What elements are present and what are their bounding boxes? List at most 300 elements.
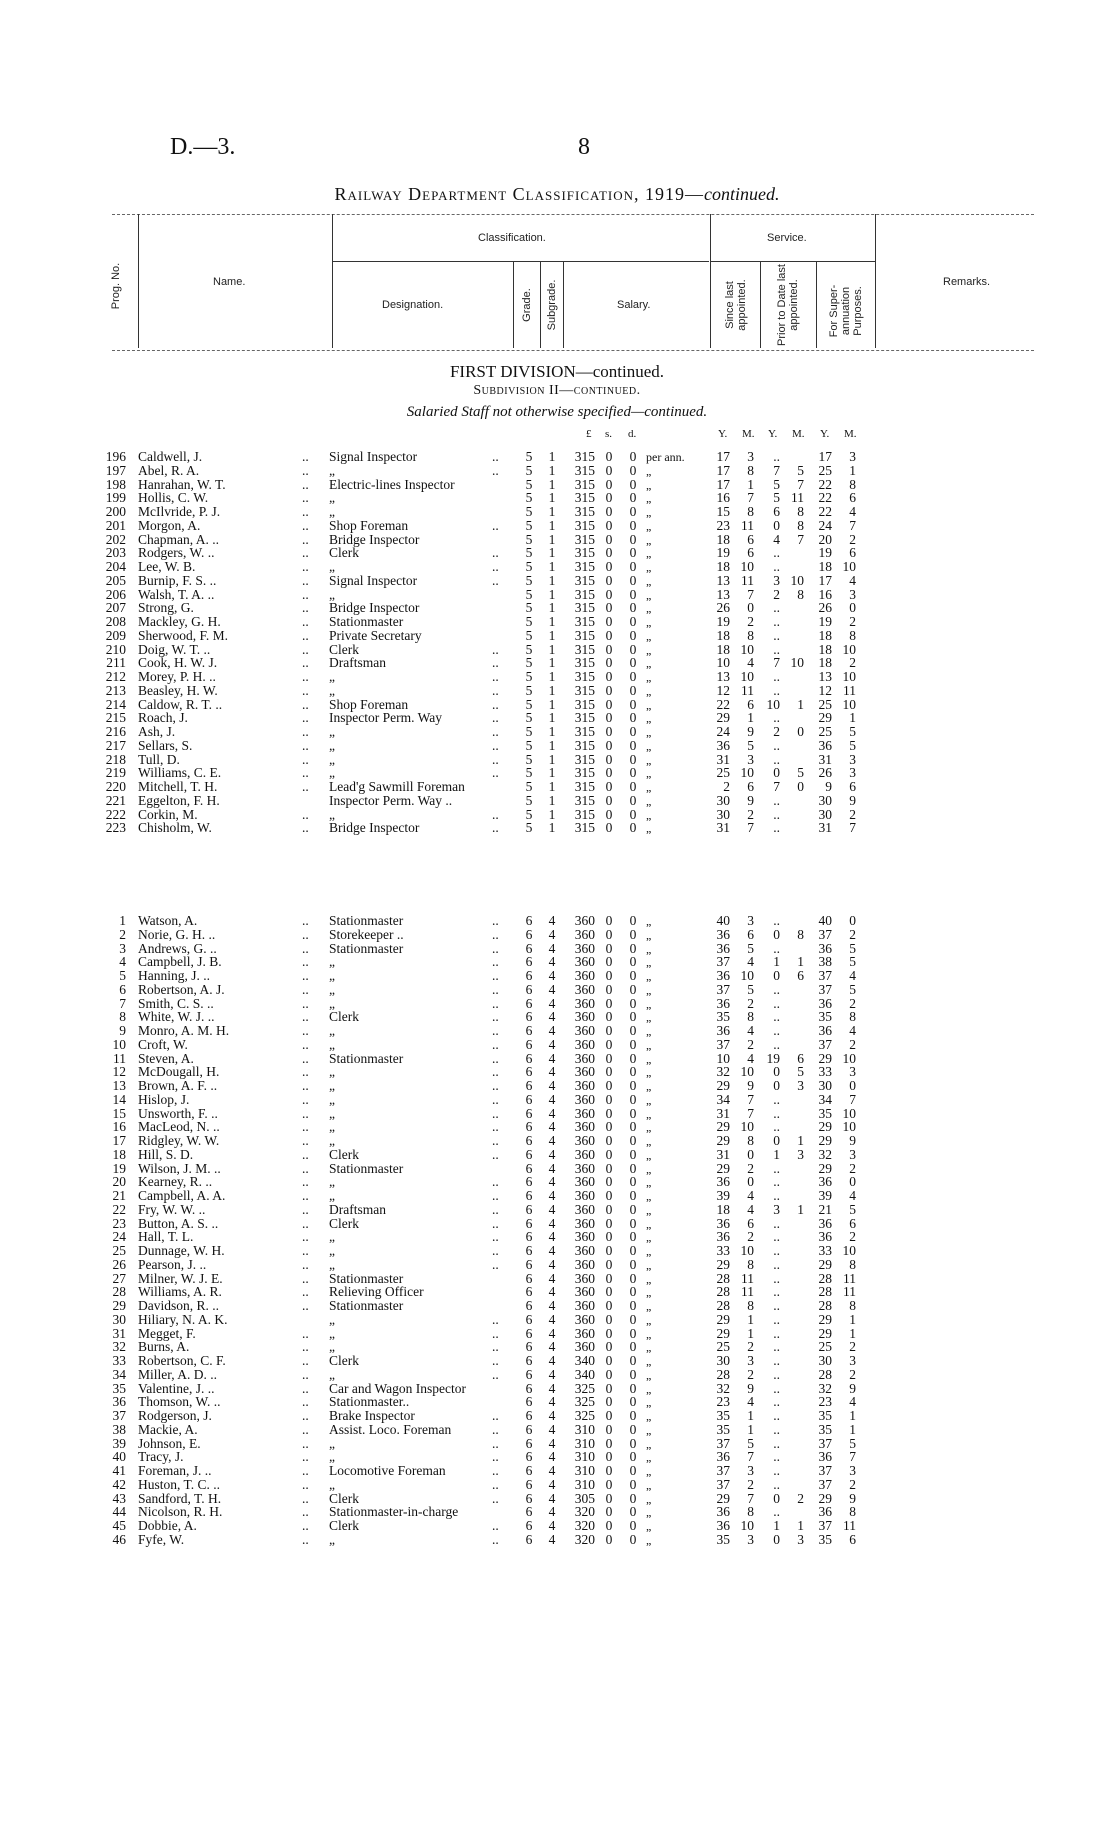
salary-period: „ <box>646 1491 652 1506</box>
prior-years: .. <box>773 449 780 464</box>
salary-pounds: 320 <box>574 1531 595 1547</box>
leader-dots: .. <box>302 751 309 767</box>
leader-dots: .. <box>302 1270 309 1286</box>
prior-years: 0 <box>773 765 780 781</box>
leader-dots: .. <box>492 517 499 533</box>
staff-name: Tull, D. <box>138 751 180 767</box>
leader-dots: .. <box>302 1339 309 1355</box>
prior-years: .. <box>773 940 780 956</box>
since-years: 33 <box>716 1243 730 1258</box>
super-months: 11 <box>843 1284 856 1300</box>
grade: 5 <box>525 737 533 753</box>
subgrade: 1 <box>548 696 556 712</box>
super-years: 24 <box>818 517 832 533</box>
since-years: 15 <box>716 504 730 519</box>
prior-years: 0 <box>773 926 780 942</box>
salary-period: „ <box>646 463 652 478</box>
prior-years: .. <box>773 1009 780 1025</box>
staff-name: Walsh, T. A. .. <box>138 586 215 602</box>
since-years: 23 <box>716 517 730 533</box>
subgrade: 4 <box>548 1201 556 1217</box>
since-years: 31 <box>716 751 730 767</box>
grade: 6 <box>525 1201 533 1217</box>
super-years: 35 <box>818 1421 832 1437</box>
subgrade: 1 <box>548 710 556 726</box>
salary-shillings: 0 <box>605 1284 613 1300</box>
designation: „ <box>329 1256 335 1272</box>
since-years: 36 <box>716 737 730 753</box>
subgrade: 4 <box>548 1050 556 1066</box>
since-years: 17 <box>716 462 730 478</box>
subgrade: 4 <box>548 1188 556 1203</box>
salary-pounds: 360 <box>574 1050 595 1066</box>
leader-dots: .. <box>492 913 499 928</box>
grade: 5 <box>525 779 533 794</box>
grade: 5 <box>525 476 533 492</box>
since-months: 0 <box>747 600 754 616</box>
since-months: 8 <box>747 462 754 478</box>
prior-years: 3 <box>773 572 780 588</box>
staff-name: Sherwood, F. M. <box>138 627 229 643</box>
designation: „ <box>329 1339 335 1355</box>
leader-dots: .. <box>492 820 499 836</box>
staff-name: Caldow, R. T. .. <box>138 696 223 712</box>
since-months: 7 <box>747 1490 754 1506</box>
salary-period: „ <box>646 1477 652 1492</box>
since-years: 35 <box>716 1531 730 1547</box>
since-months: 1 <box>747 476 754 492</box>
salary-period: „ <box>646 1505 652 1520</box>
prior-years: .. <box>773 641 780 657</box>
prior-years: 1 <box>773 1146 780 1162</box>
salary-shillings: 0 <box>605 1119 613 1135</box>
staff-name: Williams, C. E. <box>138 765 222 781</box>
super-years: 30 <box>818 1078 832 1093</box>
prior-years: 0 <box>773 1490 780 1506</box>
super-years: 40 <box>818 913 832 928</box>
prior-months: 10 <box>790 572 804 588</box>
subgrade: 4 <box>548 1119 556 1135</box>
salary-period: „ <box>646 1257 652 1272</box>
super-years: 37 <box>818 968 832 983</box>
prog-no: 196 <box>105 449 126 464</box>
prog-no: 198 <box>105 476 126 492</box>
leader-dots: .. <box>492 1339 499 1355</box>
super-months: 0 <box>849 913 856 928</box>
salary-period: „ <box>646 1354 652 1368</box>
since-years: 22 <box>716 696 730 712</box>
grade: 6 <box>525 1188 533 1203</box>
leader-dots: .. <box>302 1298 309 1313</box>
salary-pence: 0 <box>629 1339 637 1355</box>
years-label-3: Y. <box>820 428 830 440</box>
staff-name: Croft, W. <box>138 1036 188 1052</box>
grade: 6 <box>525 1119 533 1135</box>
prior-years: .. <box>773 792 780 808</box>
staff-name: Ridgley, W. W. <box>138 1133 220 1148</box>
super-years: 19 <box>818 545 832 561</box>
leader-dots: .. <box>302 913 309 928</box>
grade: 6 <box>525 1325 533 1341</box>
subgrade: 1 <box>548 517 556 533</box>
grade: 5 <box>525 449 533 464</box>
grade: 5 <box>525 462 533 478</box>
super-years: 18 <box>818 627 832 643</box>
leader-dots: .. <box>492 1353 499 1368</box>
prior-years: .. <box>773 1339 780 1355</box>
salary-pence: 0 <box>629 600 637 616</box>
salary-pounds: 360 <box>574 1201 595 1217</box>
since-years: 37 <box>716 1476 730 1492</box>
super-months: 3 <box>849 765 856 781</box>
staff-name: Strong, G. <box>138 600 194 616</box>
since-years: 19 <box>716 614 730 629</box>
salary-period: „ <box>646 1216 652 1231</box>
super-months: 5 <box>849 724 856 739</box>
salary-period: „ <box>646 807 652 822</box>
since-months: 11 <box>741 682 754 698</box>
prior-years: 6 <box>773 504 780 519</box>
super-months: 1 <box>849 1311 856 1327</box>
salary-pence: 0 <box>629 1256 637 1272</box>
designation: „ <box>329 490 335 506</box>
leader-dots: .. <box>492 1518 499 1533</box>
leader-dots: .. <box>302 600 309 616</box>
prog-no: 4 <box>119 954 126 970</box>
staff-name: Milner, W. J. E. <box>138 1270 223 1286</box>
salary-pounds: 310 <box>574 1449 595 1465</box>
subgrade: 4 <box>548 1476 556 1492</box>
salary-shillings: 0 <box>605 806 613 822</box>
salary-pounds: 315 <box>574 806 595 822</box>
leader-dots: .. <box>492 1435 499 1451</box>
staff-name: Pearson, J. .. <box>138 1256 207 1272</box>
salary-shillings: 0 <box>605 1188 613 1203</box>
super-years: 17 <box>818 572 832 588</box>
salary-pounds: 315 <box>574 641 595 657</box>
salary-pence: 0 <box>629 1146 637 1162</box>
salary-shillings: 0 <box>605 1229 613 1245</box>
since-years: 23 <box>716 1394 730 1410</box>
leader-dots: .. <box>302 1504 309 1520</box>
shillings-label: s. <box>605 428 613 440</box>
since-months: 5 <box>747 737 754 753</box>
subgrade: 4 <box>548 1284 556 1300</box>
leader-dots: .. <box>492 1119 499 1135</box>
grade: 5 <box>525 490 533 506</box>
prior-months: 0 <box>797 724 804 739</box>
grade: 6 <box>525 1091 533 1107</box>
since-months: 2 <box>747 1339 754 1355</box>
prior-years: .. <box>773 1270 780 1286</box>
salary-period: per ann. <box>646 450 685 464</box>
salary-pounds: 360 <box>574 1325 595 1341</box>
staff-name: Dunnage, W. H. <box>138 1243 225 1258</box>
prior-months: 8 <box>797 517 804 533</box>
salary-shillings: 0 <box>605 724 613 739</box>
super-years: 17 <box>818 449 832 464</box>
designation: „ <box>329 1119 335 1135</box>
super-years: 37 <box>818 1518 832 1533</box>
leader-dots: .. <box>302 490 309 506</box>
salary-shillings: 0 <box>605 641 613 657</box>
super-months: 2 <box>849 926 856 942</box>
since-years: 36 <box>716 995 730 1011</box>
subgrade: 4 <box>548 1408 556 1423</box>
salary-pence: 0 <box>629 913 637 928</box>
salary-period: „ <box>646 1037 652 1052</box>
super-years: 29 <box>818 1160 832 1176</box>
salary-shillings: 0 <box>605 1353 613 1368</box>
salary-pounds: 325 <box>574 1380 595 1396</box>
super-months: 3 <box>849 1463 856 1478</box>
staff-name: Cook, H. W. J. <box>138 655 218 671</box>
designation: Private Secretary <box>329 627 422 643</box>
salary-pence: 0 <box>629 940 637 956</box>
prior-months: 10 <box>790 655 804 671</box>
staff-name: Burnip, F. S. .. <box>138 572 217 588</box>
grade: 5 <box>525 765 533 781</box>
salary-shillings: 0 <box>605 1394 613 1410</box>
salary-header: Salary. <box>617 299 651 311</box>
super-months: 4 <box>849 1394 856 1410</box>
prior-months: 6 <box>797 1050 804 1066</box>
designation: Clerk <box>329 1009 359 1025</box>
salary-pence: 0 <box>629 1023 637 1038</box>
super-years: 35 <box>818 1531 832 1547</box>
leader-dots: .. <box>302 1160 309 1176</box>
salary-shillings: 0 <box>605 1421 613 1437</box>
salary-pence: 0 <box>629 1504 637 1520</box>
salary-pounds: 360 <box>574 1215 595 1231</box>
salary-shillings: 0 <box>605 751 613 767</box>
grade: 5 <box>525 696 533 712</box>
salary-pounds: 360 <box>574 1174 595 1190</box>
super-months: 6 <box>849 1531 856 1547</box>
grade: 6 <box>525 1311 533 1327</box>
since-years: 36 <box>716 1504 730 1520</box>
prior-months: 6 <box>797 968 804 983</box>
super-months: 10 <box>842 1050 856 1066</box>
staff-name: Mitchell, T. H. <box>138 779 218 794</box>
salary-pence: 0 <box>629 1353 637 1368</box>
salary-pence: 0 <box>629 1078 637 1093</box>
staff-name: Unsworth, F. .. <box>138 1105 218 1121</box>
superannuation-header: For Super-annuation Purposes. <box>828 284 864 338</box>
prior-years: .. <box>773 1325 780 1341</box>
since-years: 12 <box>716 682 730 698</box>
subgrade: 4 <box>548 1256 556 1272</box>
salary-shillings: 0 <box>605 792 613 808</box>
prior-years: 1 <box>773 954 780 970</box>
super-months: 8 <box>849 1256 856 1272</box>
salary-pounds: 360 <box>574 1023 595 1038</box>
staff-name: Burns, A. <box>138 1339 190 1355</box>
salary-pounds: 315 <box>574 490 595 506</box>
since-months: 3 <box>747 1353 754 1368</box>
designation: „ <box>329 1064 335 1080</box>
super-months: 10 <box>842 1243 856 1258</box>
designation: „ <box>329 1435 335 1451</box>
subgrade: 4 <box>548 1325 556 1341</box>
super-months: 8 <box>849 476 856 492</box>
salary-period: „ <box>646 642 652 657</box>
leader-dots: .. <box>492 1036 499 1052</box>
salary-pence: 0 <box>629 1490 637 1506</box>
super-years: 33 <box>818 1243 832 1258</box>
staff-name: Smith, C. S. .. <box>138 995 214 1011</box>
salary-pence: 0 <box>629 820 637 836</box>
grade: 5 <box>525 820 533 836</box>
prog-no: 31 <box>112 1325 126 1341</box>
salary-pounds: 360 <box>574 981 595 997</box>
subgrade: 4 <box>548 1353 556 1368</box>
since-months: 8 <box>747 1504 754 1520</box>
prog-no: 199 <box>105 490 126 506</box>
salary-pence: 0 <box>629 1188 637 1203</box>
designation: „ <box>329 1531 335 1547</box>
salary-pence: 0 <box>629 751 637 767</box>
salary-shillings: 0 <box>605 572 613 588</box>
salary-period: „ <box>646 1065 652 1080</box>
since-months: 5 <box>747 940 754 956</box>
subgrade: 4 <box>548 940 556 956</box>
staff-name: Johnson, E. <box>138 1435 201 1451</box>
prior-years: 5 <box>773 490 780 506</box>
designation: Clerk <box>329 1146 359 1162</box>
prior-years: .. <box>773 820 780 836</box>
salary-pence: 0 <box>629 1435 637 1451</box>
super-months: 5 <box>849 1201 856 1217</box>
salary-pence: 0 <box>629 1366 637 1382</box>
salary-period: „ <box>646 491 652 506</box>
grade: 5 <box>525 545 533 561</box>
leader-dots: .. <box>492 710 499 726</box>
grade: 6 <box>525 1394 533 1410</box>
salary-shillings: 0 <box>605 696 613 712</box>
super-years: 9 <box>825 779 832 794</box>
salary-pounds: 360 <box>574 1270 595 1286</box>
salary-pence: 0 <box>629 1133 637 1148</box>
super-months: 3 <box>849 449 856 464</box>
prior-years: .. <box>773 1476 780 1492</box>
super-months: 10 <box>842 641 856 657</box>
since-years: 29 <box>716 1325 730 1341</box>
since-months: 8 <box>747 1298 754 1313</box>
salary-shillings: 0 <box>605 1298 613 1313</box>
leader-dots: .. <box>492 954 499 970</box>
salary-period: „ <box>646 725 652 739</box>
staff-name: Campbell, J. B. <box>138 954 222 970</box>
leader-dots: .. <box>492 1091 499 1107</box>
prog-no: 34 <box>112 1366 126 1382</box>
grade: 6 <box>525 1160 533 1176</box>
super-years: 36 <box>818 1174 832 1190</box>
since-months: 1 <box>747 1421 754 1437</box>
super-months: 6 <box>849 779 856 794</box>
staff-name: Corkin, M. <box>138 806 198 822</box>
salary-pounds: 360 <box>574 954 595 970</box>
salary-pounds: 360 <box>574 1133 595 1148</box>
leader-dots: .. <box>302 1353 309 1368</box>
leader-dots: .. <box>302 1119 309 1135</box>
since-months: 0 <box>747 1174 754 1190</box>
salary-pounds: 310 <box>574 1435 595 1451</box>
designation: Stationmaster <box>329 1270 404 1286</box>
super-years: 28 <box>818 1298 832 1313</box>
grade: 5 <box>525 682 533 698</box>
subgrade: 1 <box>548 462 556 478</box>
subgrade: 1 <box>548 669 556 684</box>
prog-no: 7 <box>119 995 126 1011</box>
super-months: 2 <box>849 655 856 671</box>
designation: „ <box>329 1325 335 1341</box>
prior-years: .. <box>773 1188 780 1203</box>
prog-no: 5 <box>119 968 126 983</box>
prior-years: .. <box>773 1353 780 1368</box>
grade: 6 <box>525 968 533 983</box>
staff-note: Salaried Staff not otherwise specified—continued. <box>406 404 708 420</box>
subgrade: 4 <box>548 1160 556 1176</box>
prior-years: 19 <box>766 1050 780 1066</box>
prior-years: .. <box>773 1243 780 1258</box>
prior-months: 11 <box>791 490 804 506</box>
super-years: 26 <box>818 765 832 781</box>
leader-dots: .. <box>302 1064 309 1080</box>
salary-shillings: 0 <box>605 545 613 561</box>
super-months: 8 <box>849 1298 856 1313</box>
prog-no: 25 <box>112 1243 126 1258</box>
since-months: 0 <box>747 1146 754 1162</box>
designation: Clerk <box>329 1518 359 1533</box>
leader-dots: .. <box>302 531 309 547</box>
prog-no: 197 <box>105 462 126 478</box>
grade: 6 <box>525 1380 533 1396</box>
salary-shillings: 0 <box>605 1311 613 1327</box>
salary-period: „ <box>646 969 652 983</box>
super-years: 35 <box>818 1408 832 1423</box>
subgrade: 4 <box>548 1078 556 1093</box>
salary-shillings: 0 <box>605 682 613 698</box>
super-years: 18 <box>818 641 832 657</box>
since-years: 36 <box>716 968 730 983</box>
leader-dots: .. <box>302 517 309 533</box>
leader-dots: .. <box>492 968 499 983</box>
leader-dots: .. <box>302 682 309 698</box>
super-months: 11 <box>843 1518 856 1533</box>
prior-months: 2 <box>797 1490 804 1506</box>
leader-dots: .. <box>492 1009 499 1025</box>
salary-pence: 0 <box>629 614 637 629</box>
salary-period: „ <box>646 1450 652 1465</box>
salary-shillings: 0 <box>605 926 613 942</box>
super-years: 26 <box>818 600 832 616</box>
super-months: 7 <box>849 820 856 836</box>
super-months: 3 <box>849 1353 856 1368</box>
salary-pounds: 315 <box>574 737 595 753</box>
super-years: 22 <box>818 476 832 492</box>
prior-years: 7 <box>773 462 780 478</box>
super-months: 2 <box>849 1339 856 1355</box>
super-months: 2 <box>849 1036 856 1052</box>
salary-period: „ <box>646 1051 652 1066</box>
salary-shillings: 0 <box>605 1174 613 1190</box>
grade: 6 <box>525 1463 533 1478</box>
designation: „ <box>329 737 335 753</box>
subgrade: 1 <box>548 792 556 808</box>
since-months: 7 <box>747 1449 754 1465</box>
since-years: 29 <box>716 710 730 726</box>
